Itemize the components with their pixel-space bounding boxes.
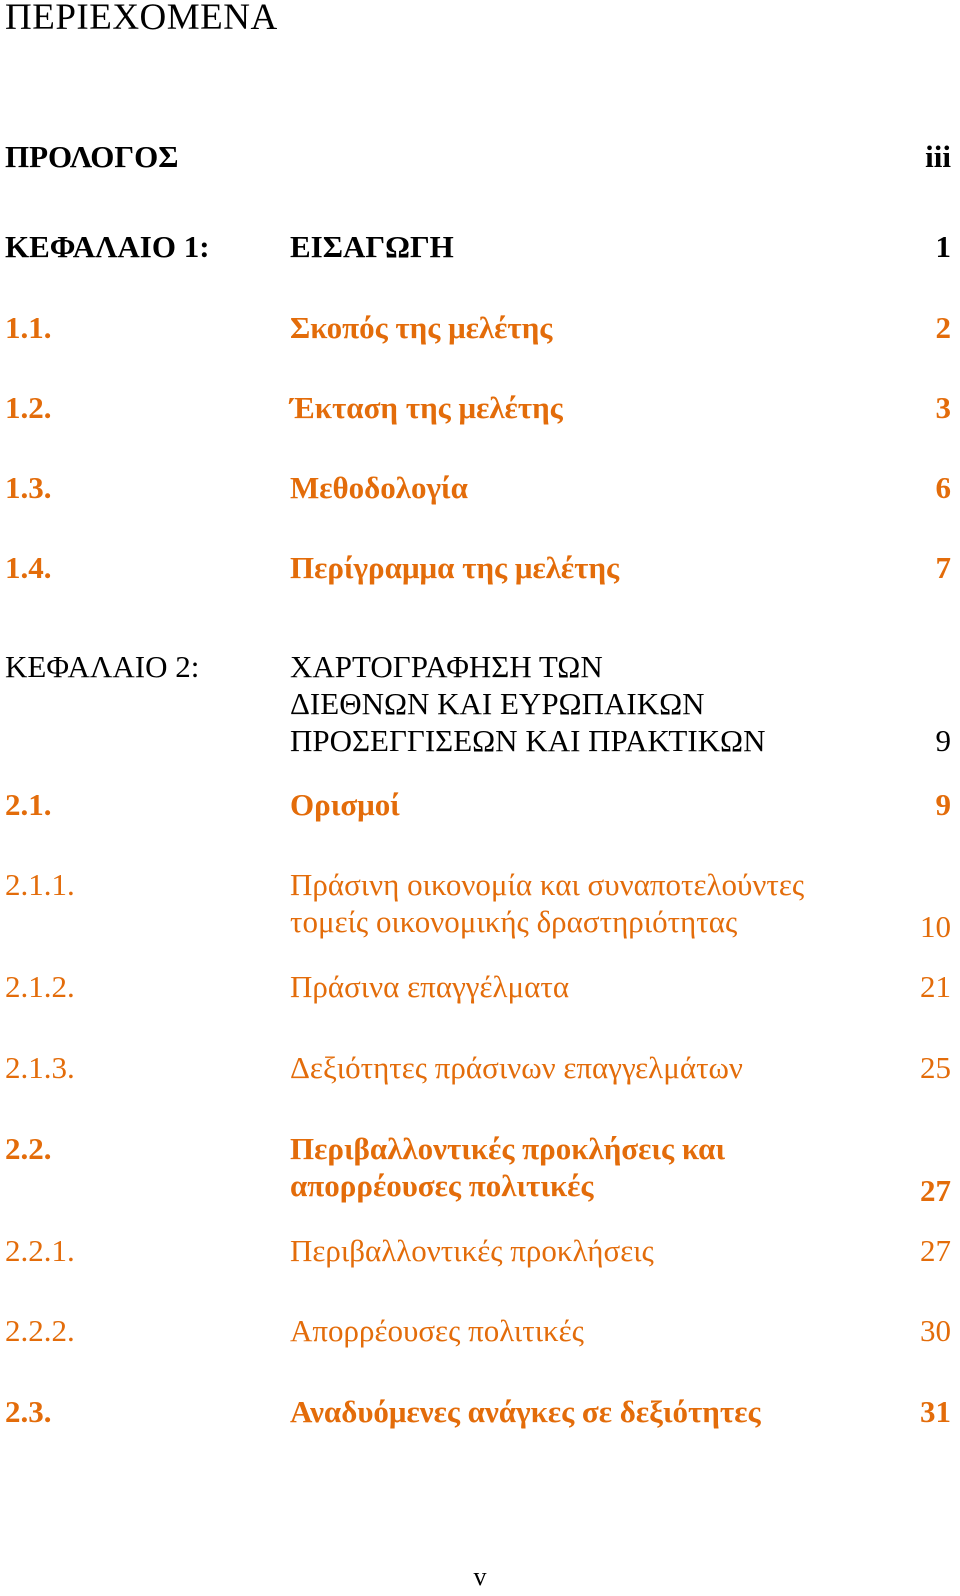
toc-entry-title: Δεξιότητες πράσινων επαγγελμάτων — [290, 1050, 743, 1085]
toc-page-number: 30 — [920, 1313, 951, 1348]
toc-entry-number: 2.1.1. — [5, 867, 75, 902]
toc-entry-number: 2.2. — [5, 1131, 52, 1166]
toc-title-line: Περιβαλλοντικές προκλήσεις και — [290, 1131, 726, 1166]
toc-entry-number: 2.1.2. — [5, 969, 75, 1004]
toc-page-number: 25 — [920, 1050, 951, 1085]
toc-page-number: 7 — [935, 550, 951, 585]
toc-entry-title: Αναδυόμενες ανάγκες σε δεξιότητες — [290, 1394, 761, 1429]
toc-title-line: Πράσινη οικονομία και συναποτελούντες — [290, 867, 805, 902]
page-title: ΠΕΡΙΕΧΟΜΕΝΑ — [5, 0, 278, 38]
toc-entry-title: Απορρέουσες πολιτικές — [290, 1313, 584, 1348]
toc-page-number: 9 — [935, 723, 951, 758]
toc-entry-number: 2.1. — [5, 787, 52, 822]
toc-entry-number: ΚΕΦΑΛΑΙΟ 2: — [5, 649, 200, 684]
toc-entry-title: ΕΙΣΑΓΩΓΗ — [290, 229, 454, 264]
toc-page-number: 2 — [935, 310, 951, 345]
toc-page-number: 21 — [920, 969, 951, 1004]
toc-entry-number: 1.2. — [5, 390, 52, 425]
toc-page-number: 31 — [920, 1394, 951, 1429]
toc-entry-title: Μεθοδολογία — [290, 470, 468, 505]
toc-entry-number: 2.2.2. — [5, 1313, 75, 1348]
toc-page-number: 3 — [935, 390, 951, 425]
toc-page-number: iii — [925, 139, 951, 174]
toc-entry-label: ΠΡΟΛΟΓΟΣ — [5, 139, 179, 174]
toc-entry-title: Έκταση της μελέτης — [290, 390, 563, 425]
toc-entry-number: 2.1.3. — [5, 1050, 75, 1085]
toc-title-line: ΧΑΡΤΟΓΡΑΦΗΣΗ ΤΩΝ — [290, 649, 603, 684]
toc-page-number: 27 — [920, 1233, 951, 1268]
toc-title-line: τομείς οικονομικής δραστηριότητας — [290, 904, 738, 939]
toc-entry-number: 2.3. — [5, 1394, 52, 1429]
toc-entry-number: 1.1. — [5, 310, 52, 345]
toc-page-number: 27 — [920, 1173, 951, 1208]
toc-entry-title — [290, 648, 850, 759]
toc-title-line: ΔΙΕΘΝΩΝ ΚΑΙ ΕΥΡΩΠΑΙΚΩΝ — [290, 686, 705, 721]
toc-entry-number: ΚΕΦΑΛΑΙΟ 1: — [5, 229, 210, 264]
toc-entry-title: Περιβαλλοντικές προκλήσεις — [290, 1233, 654, 1268]
toc-page-number: 1 — [935, 229, 951, 264]
toc-entry-title — [290, 1130, 850, 1204]
toc-title-line: απορρέουσες πολιτικές — [290, 1168, 594, 1203]
toc-page-number: 6 — [935, 470, 951, 505]
toc-title-line: ΠΡΟΣΕΓΓΙΣΕΩΝ ΚΑΙ ΠΡΑΚΤΙΚΩΝ — [290, 723, 766, 758]
toc-page-number: 9 — [935, 787, 951, 822]
toc-entry-number: 2.2.1. — [5, 1233, 75, 1268]
toc-entry-number: 1.4. — [5, 550, 52, 585]
toc-entry-title — [290, 866, 850, 940]
toc-entry-title: Ορισμοί — [290, 787, 400, 822]
toc-page-number: 10 — [920, 909, 951, 944]
footer-page-number: v — [473, 1562, 487, 1591]
toc-entry-title: Πράσινα επαγγέλματα — [290, 969, 570, 1004]
toc-entry-title: Σκοπός της μελέτης — [290, 310, 553, 345]
toc-entry-number: 1.3. — [5, 470, 52, 505]
toc-entry-title: Περίγραμμα της μελέτης — [290, 550, 620, 585]
